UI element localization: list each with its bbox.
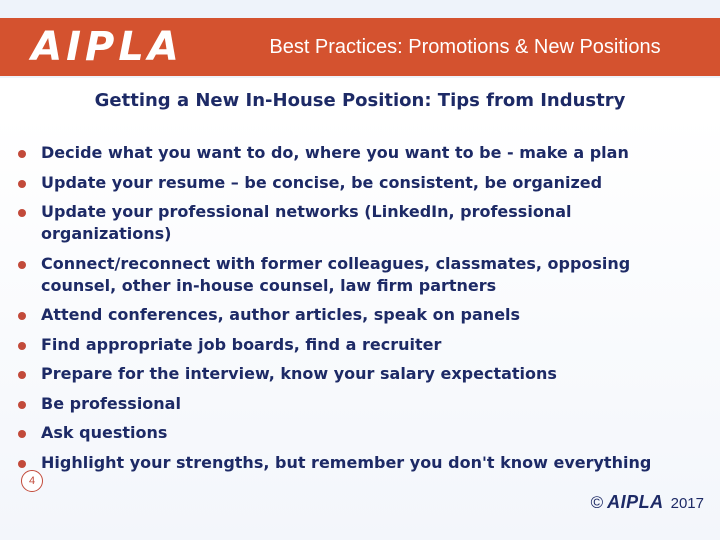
bullet-item xyxy=(16,172,706,194)
bullet-text: Connect/reconnect with former colleagues, classmates, opposing counsel, other in-house counsel, law firm partners xyxy=(41,253,631,295)
page-number: 4 xyxy=(21,470,43,492)
bullet-text: Prepare for the interview, know your salary expectations xyxy=(41,364,557,383)
bullet-dot-icon xyxy=(18,342,26,350)
bullet-text: Update your professional networks (LinkedIn, professional organizations) xyxy=(41,202,572,243)
bullet-text: Update your resume – be concise, be consistent, be organized xyxy=(41,172,603,192)
bullet-dot-icon xyxy=(18,209,26,217)
bullet-item xyxy=(16,142,706,164)
footer-copyright xyxy=(591,492,704,513)
bullet-item xyxy=(16,363,706,385)
header-title: Best Practices: Promotions & New Positions xyxy=(269,35,661,58)
bullet-item xyxy=(16,334,706,356)
bullet-dot-icon xyxy=(18,401,26,409)
bullet-item xyxy=(16,201,706,245)
footer-year: 2017 xyxy=(670,495,704,512)
bullet-list xyxy=(16,142,706,481)
bullet-dot-icon xyxy=(18,430,26,438)
bullet-item xyxy=(16,393,706,415)
bullet-text: Find appropriate job boards, find a recruiter xyxy=(41,334,442,354)
copyright-symbol: © xyxy=(590,493,604,512)
logo-text: AIPLA xyxy=(31,24,183,70)
bullet-text: Ask questions xyxy=(41,423,168,442)
bullet-dot-icon xyxy=(18,312,26,320)
bullet-text: Highlight your strengths, but remember you don't know everything xyxy=(41,452,652,472)
slide-subtitle: Getting a New In-House Position: Tips from Industry xyxy=(94,90,626,111)
bullet-dot-icon xyxy=(18,371,26,379)
aipla-logo xyxy=(0,18,214,76)
bullet-dot-icon xyxy=(18,261,26,269)
bullet-dot-icon xyxy=(18,150,26,158)
bullet-item xyxy=(16,452,706,474)
bullet-item xyxy=(16,253,706,297)
bullet-item xyxy=(16,304,706,326)
bullet-text: Be professional xyxy=(41,393,181,413)
bullet-item xyxy=(16,422,706,444)
header-bar xyxy=(0,18,720,76)
bullet-dot-icon xyxy=(18,180,26,188)
bullet-text: Decide what you want to do, where you want to be - make a plan xyxy=(41,143,629,162)
footer-brand: AIPLA xyxy=(607,492,664,512)
bullet-text: Attend conferences, author articles, speak on panels xyxy=(41,305,521,324)
bullet-dot-icon xyxy=(18,460,26,468)
